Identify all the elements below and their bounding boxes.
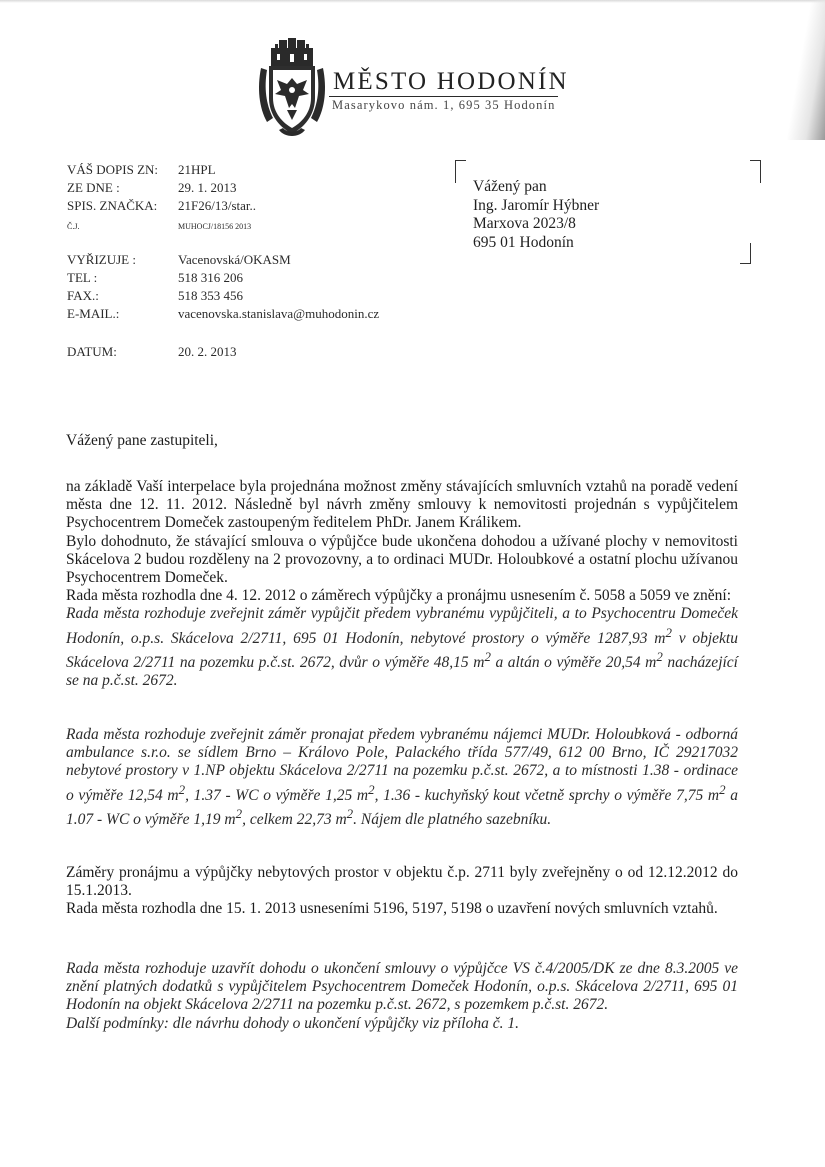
letter-body-dohoda: [66, 960, 738, 1033]
letter-body-najem: [66, 726, 738, 829]
paragraph-dohoda: Bylo dohodnuto, že stávající smlouva o výpůjčce bude ukončena dohodou a užívané plochy v nemovitosti Skácelova 2 budou rozděleny na 2 provozovny, a to ordinaci MUDr. Holoubkové a ostatní plochu užívanou Psychocentrem Domeček.: [66, 532, 738, 587]
resolution-dalsi-podminky: Další podmínky: dle návrhu dohody o ukončení výpůjčky viz příloha č. 1.: [66, 1014, 519, 1032]
salutation: Vážený pane zastupiteli,: [66, 432, 218, 449]
address-bracket-bottom-right: [740, 243, 751, 264]
recipient-line-4: 695 01 Hodonín: [473, 233, 574, 251]
ref-label-ze-dne: ZE DNE :: [67, 180, 120, 195]
recipient-line-3: Marxova 2023/8: [473, 215, 576, 232]
recipient-address: [473, 178, 599, 252]
address-bracket-top-right: [750, 160, 761, 183]
resolution-ukonceni: Rada města rozhoduje uzavřít dohodu o ukončení smlouvy o výpůjčce VS č.4/2005/DK ze dne 8.3.2005 ve znění platných dodatků s vypůjčitelem Psychocentrem Domeček Hodonín, o.p.s. Skácelova 2/2711, 695 01 Hodonín na objekt Skácelova 2/2711 na pozemku p.č.st. 2672, s pozemkem p.č.st. 2672.: [66, 960, 738, 1014]
ref-value-spis: 21F26/13/star..: [178, 198, 257, 213]
ref-label-vyrizuje: VYŘIZUJE :: [67, 252, 136, 267]
ref-label-fax: FAX.:: [67, 288, 99, 303]
city-coat-of-arms-icon: [257, 38, 327, 142]
paragraph-uzavreni: Rada města rozhodla dne 15. 1. 2013 usneseními 5196, 5197, 5198 o uzavření nových smluvních vztahů.: [66, 900, 718, 918]
paragraph-zverejneni: Záměry pronájmu a výpůjčky nebytových prostor v objektu č.p. 2711 byly zveřejněny o od 12.12.2012 do 15.1.2013.: [66, 864, 738, 900]
ref-value-tel: 518 316 206: [178, 270, 243, 285]
recipient-line-2: Ing. Jaromír Hýbner: [473, 196, 600, 214]
header-rule: [329, 96, 558, 97]
ref-value-ze-dne: 29. 1. 2013: [178, 180, 237, 195]
ref-value-fax: 518 353 456: [178, 288, 243, 303]
letter-body-zvereneni: [66, 864, 738, 919]
ref-value-vyrizuje: Vacenovská/OKASM: [178, 252, 291, 267]
letter-body-upper: [66, 478, 738, 691]
resolution-najem: Rada města rozhoduje zveřejnit záměr pronajat předem vybranému nájemci MUDr. Holoubková - odborná ambulance s.r.o. se sídlem Brno – Královo Pole, Palackého třída 577/49, 612 00 Brno, IČ 29217032 nebytové prostory v 1.NP objektu Skácelova 2/2711 na pozemku p.č.st. 2672, a to místnosti 1.38 - ordinace o výměře 12,54 $m^2$, 1.37 - WC o výměře 1,25 $m^2$, 1.36 - kuchyňský kout včetně sprchy o výměře 7,75 $m^2$ a 1.07 - WC o výměře 1,19 $m^2$, celkem 22,73 $m^2$. Nájem dle platného sazebníku.: [66, 726, 738, 829]
resolution-vypujcka: Rada města rozhoduje zveřejnit záměr vypůjčit předem vybranému vypůjčiteli, a to Psychocentru Domeček Hodonín, o.p.s. Skácelova 2/2711, 695 01 Hodonín, nebytové prostory o výměře 1287,93 $m^2$ v objektu Skácelova 2/2711 na pozemku p.č.st. 2672, dvůr o výměře 48,15 $m^2$ a altán o výměře 20,54 $m^2$ nacházející se na p.č.st. 2672.: [66, 605, 738, 690]
city-address: Masarykovo nám. 1, 695 35 Hodonín: [332, 98, 556, 112]
paragraph-interpelace: na základě Vaší interpelace byla projednána možnost změny stávajících smluvních vztahů na poradě vedení města dne 12. 11. 2012. Následně byl návrh změny smlouvy k nemovitosti projednán s vypůjčitelem Psychocentrem Domeček zastoupeným ředitelem PhDr. Janem Králikem.: [66, 478, 738, 532]
ref-value-vas-dopis: 21HPL: [178, 162, 216, 177]
recipient-line-1: Vážený pan: [473, 178, 547, 195]
ref-value-cj: MUHOCJ/18156 2013: [178, 222, 252, 231]
ref-label-tel: TEL :: [67, 270, 98, 285]
city-name: MĚSTO HODONÍN: [333, 68, 569, 95]
ref-value-datum: 20. 2. 2013: [178, 344, 237, 359]
ref-label-spis: SPIS. ZNAČKA:: [67, 198, 158, 213]
ref-label-datum: DATUM:: [67, 344, 117, 359]
scan-edge-right: [785, 0, 825, 140]
ref-label-email: E-MAIL.:: [67, 306, 120, 321]
paragraph-rada-rozhodla: Rada města rozhodla dne 4. 12. 2012 o záměrech výpůjčky a pronájmu usnesením č. 5058 a 5059 ve znění:: [66, 587, 732, 605]
address-bracket-top-left: [455, 160, 466, 183]
scan-edge-top: [0, 0, 825, 3]
ref-label-cj: Č.J.: [67, 222, 80, 231]
ref-value-email: vacenovska.stanislava@muhodonin.cz: [178, 306, 380, 321]
ref-label-vas-dopis: VÁŠ DOPIS ZN:: [67, 162, 159, 177]
